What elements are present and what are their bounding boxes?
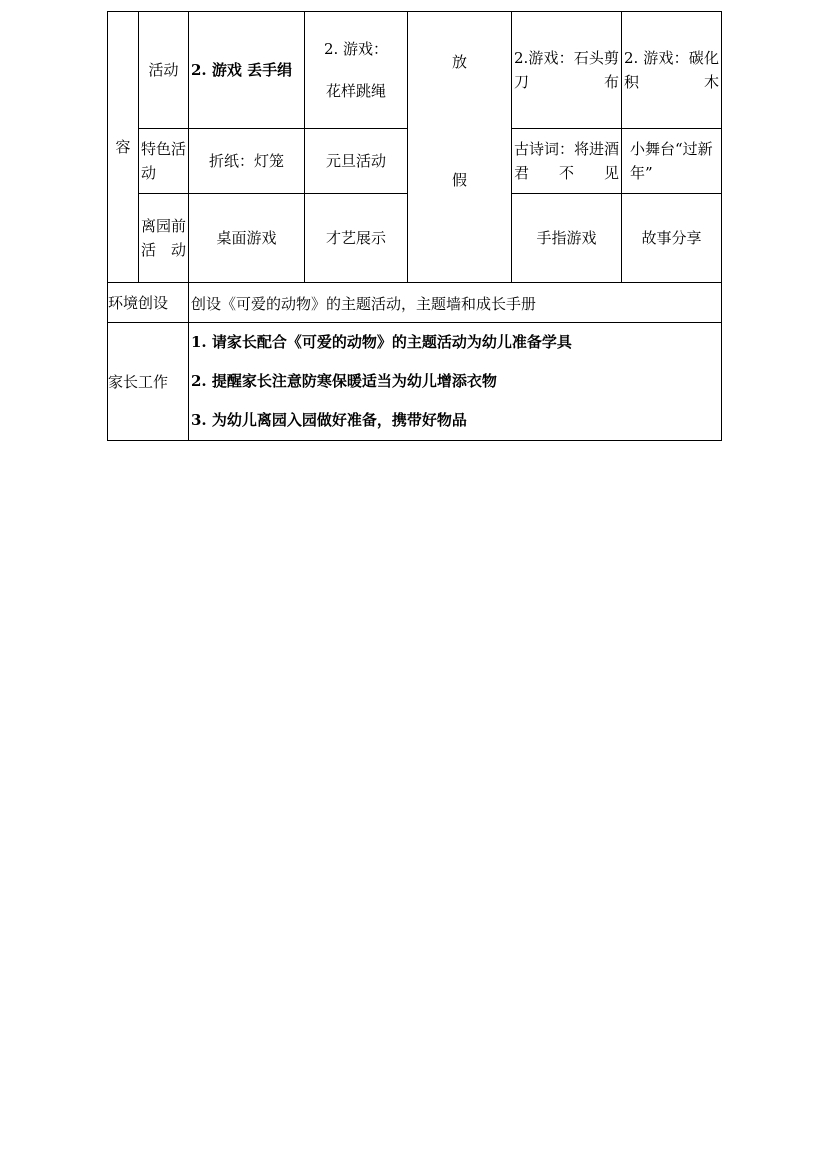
parents-item-2: 2. 提醒家长注意防寒保暖适当为幼儿增添衣物	[191, 372, 497, 390]
content-label: 容	[115, 138, 131, 156]
activity-mon: 2. 游戏 丢手绢	[189, 12, 305, 129]
table-row-parents	[108, 323, 722, 441]
departure-tue: 才艺展示	[305, 194, 408, 283]
special-fri: 小舞台“过新年”	[622, 129, 722, 194]
table-row-environment	[108, 283, 722, 323]
row-label-special: 特色活动	[139, 129, 189, 194]
parents-items	[189, 323, 722, 441]
activity-fri: 2. 游戏：碳化积木	[622, 12, 722, 129]
parents-item-1: 1. 请家长配合《可爱的动物》的主题活动为幼儿准备学具	[191, 333, 572, 351]
holiday-cell	[408, 12, 512, 283]
table-row-activity	[108, 12, 722, 129]
weekly-plan-table	[107, 11, 722, 441]
holiday-char-1: 放	[451, 53, 467, 71]
departure-fri: 故事分享	[622, 194, 722, 283]
parents-label: 家长工作	[108, 323, 189, 441]
environment-text: 创设《可爱的动物》的主题活动，主题墙和成长手册	[189, 283, 722, 323]
activity-tue-line2: 花样跳绳	[325, 82, 386, 100]
special-mon: 折纸：灯笼	[189, 129, 305, 194]
special-thu: 古诗词：将进酒君不见	[512, 129, 622, 194]
row-label-departure: 离园前活动	[139, 194, 189, 283]
activity-tue-line1: 2. 游戏：	[323, 40, 389, 58]
activity-thu: 2.游戏：石头剪刀布	[512, 12, 622, 129]
parents-item-3: 3. 为幼儿离园入园做好准备，携带好物品	[191, 411, 467, 429]
departure-thu: 手指游戏	[512, 194, 622, 283]
holiday-char-2: 假	[451, 171, 467, 189]
environment-label: 环境创设	[108, 283, 189, 323]
content-label-cell	[108, 12, 139, 283]
special-tue: 元旦活动	[305, 129, 408, 194]
departure-mon: 桌面游戏	[189, 194, 305, 283]
activity-tue	[305, 12, 408, 129]
row-label-activity: 活动	[139, 12, 189, 129]
